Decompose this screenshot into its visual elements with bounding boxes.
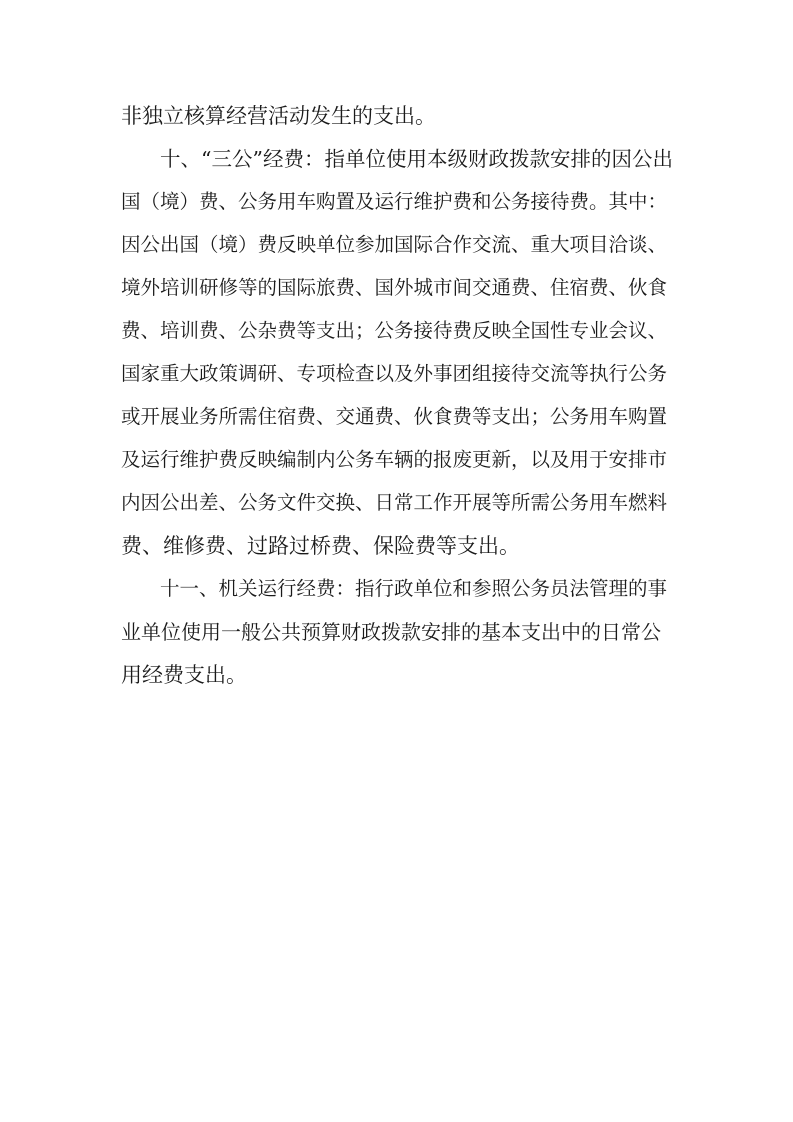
text-line: 境外培训研修等的国际旅费、国外城市间交通费、住宿费、伙食 [121,276,668,299]
text-line: 非独立核算经营活动发生的支出。 [121,104,436,128]
text-line: 内因公出差、公务文件交换、日常工作开展等所需公务用车燃料 [121,491,668,514]
text-line: 及运行维护费反映编制内公务车辆的报废更新，以及用于安排市 [121,448,668,471]
text-line: 国（境）费、公务用车购置及运行维护费和公务接待费。其中： [121,190,668,213]
text-line: 费、维修费、过路过桥费、保险费等支出。 [121,534,520,558]
text-line: 或开展业务所需住宿费、交通费、伙食费等支出；公务用车购置 [121,405,668,428]
text-line: 费、培训费、公杂费等支出；公务接待费反映全国性专业会议、 [121,319,668,342]
text-line: 因公出国（境）费反映单位参加国际合作交流、重大项目洽谈、 [121,233,668,256]
text-line: 用经费支出。 [121,663,247,687]
section-eleven-heading-line: 十一、机关运行经费：指行政单位和参照公务员法管理的事 [160,577,668,600]
text-line: 国家重大政策调研、专项检查以及外事团组接待交流等执行公务 [121,362,668,385]
text-line: 业单位使用一般公共预算财政拨款安排的基本支出中的日常公 [121,620,661,644]
section-ten-heading-line: 十、“三公”经费：指单位使用本级财政拨款安排的因公出 [160,147,673,171]
